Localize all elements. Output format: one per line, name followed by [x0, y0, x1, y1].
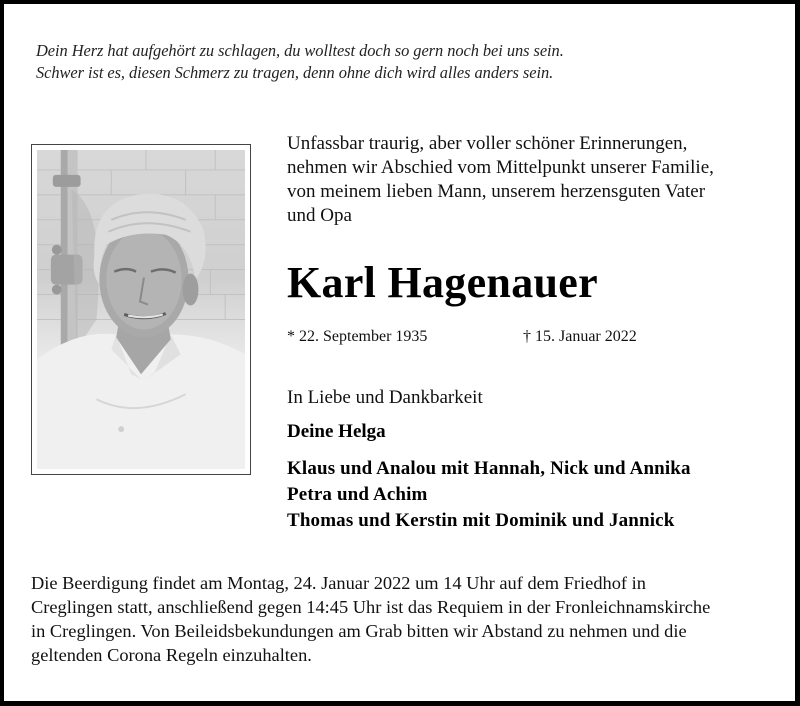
intro-line: Unfassbar traurig, aber voller schöner Erinnerungen, — [287, 133, 688, 154]
funeral-line: geltenden Corona Regeln einzuhalten. — [31, 645, 312, 665]
portrait-photo — [37, 150, 245, 469]
birth-date: * 22. September 1935 — [287, 328, 428, 345]
intro-text — [287, 132, 714, 228]
verse-line: Schwer ist es, diesen Schmerz zu tragen, denn ohne dich wird alles anders sein. — [36, 63, 554, 82]
funeral-line: Creglingen statt, anschließend gegen 14:45 Uhr ist das Requiem in der Fronleichnamskirche — [31, 597, 711, 617]
funeral-line: in Creglingen. Von Beileidsbekundungen am Grab bitten wir Abstand zu nehmen und die — [31, 621, 687, 641]
death-date: † 15. Januar 2022 — [523, 328, 637, 345]
deceased-name: Karl Hagenauer — [287, 258, 598, 307]
memorial-verse — [36, 40, 564, 84]
intro-line: nehmen wir Abschied vom Mittelpunkt unserer Familie, — [287, 157, 714, 178]
funeral-announcement — [31, 571, 710, 667]
portrait-frame — [31, 144, 251, 475]
family-line: Klaus und Analou mit Hannah, Nick und Annika — [287, 458, 691, 479]
intro-line: von meinem lieben Mann, unserem herzensguten Vater — [287, 181, 706, 202]
family-line: Petra und Achim — [287, 484, 428, 505]
closing-phrase: In Liebe und Dankbarkeit — [287, 387, 483, 408]
family-signatures — [287, 456, 691, 534]
verse-line: Dein Herz hat aufgehört zu schlagen, du wolltest doch so gern noch bei uns sein. — [36, 41, 564, 60]
portrait-illustration — [37, 150, 245, 469]
funeral-line: Die Beerdigung findet am Montag, 24. Januar 2022 um 14 Uhr auf dem Friedhof in — [31, 573, 646, 593]
life-dates — [287, 326, 637, 348]
obituary-notice — [4, 4, 795, 701]
intro-line: und Opa — [287, 205, 352, 226]
spouse-signature: Deine Helga — [287, 421, 386, 442]
family-line: Thomas und Kerstin mit Dominik und Jannick — [287, 510, 675, 531]
